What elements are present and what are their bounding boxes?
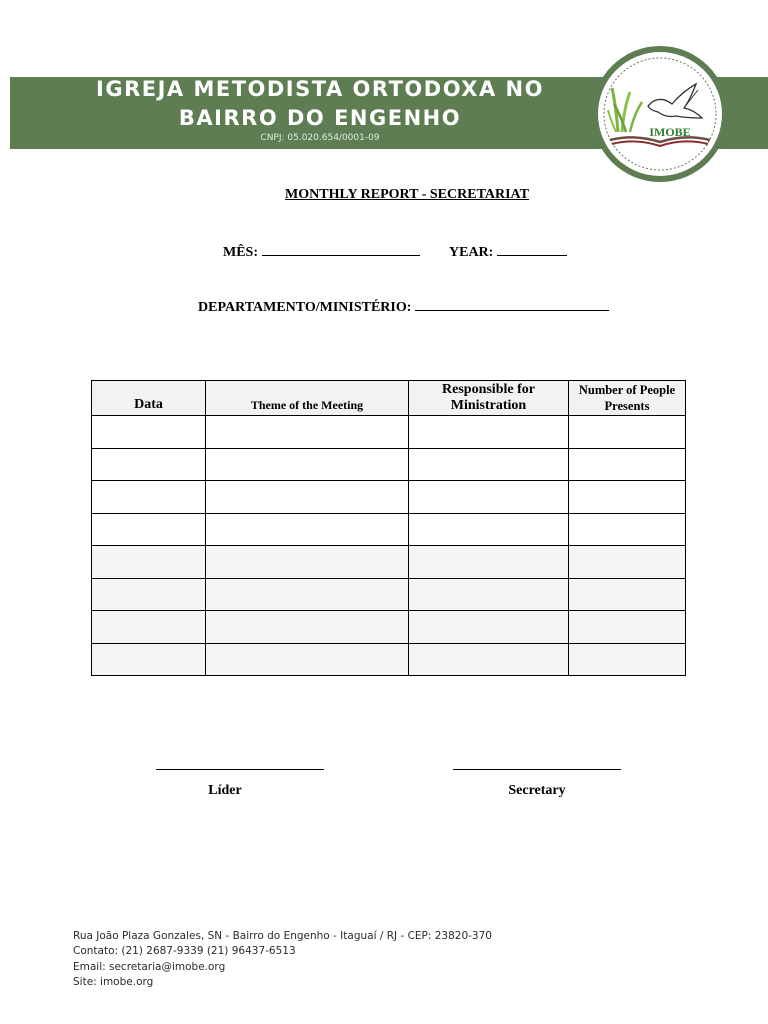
table-cell[interactable] — [92, 546, 206, 579]
table-cell[interactable] — [92, 578, 206, 611]
table-row — [92, 416, 686, 449]
table-cell[interactable] — [206, 481, 409, 514]
table-row — [92, 448, 686, 481]
department-field — [198, 297, 609, 316]
year-blank[interactable] — [497, 242, 567, 256]
department-blank[interactable] — [415, 297, 609, 311]
header-data: Data — [92, 381, 206, 416]
table-row — [92, 611, 686, 644]
table-row — [92, 578, 686, 611]
header-theme: Theme of the Meeting — [206, 381, 409, 416]
footer-address: Rua João Plaza Gonzales, SN - Bairro do Engenho - Itaguaí / RJ - CEP: 23820-370 — [73, 930, 492, 942]
table-cell[interactable] — [569, 546, 686, 579]
table-cell[interactable] — [409, 578, 569, 611]
table-cell[interactable] — [409, 546, 569, 579]
table-cell[interactable] — [206, 611, 409, 644]
org-name-line2: BAIRRO DO ENGENHO — [178, 106, 462, 130]
table-cell[interactable] — [92, 611, 206, 644]
table-cell[interactable] — [569, 481, 686, 514]
table-cell[interactable] — [409, 513, 569, 546]
table-cell[interactable] — [409, 611, 569, 644]
table-cell[interactable] — [569, 416, 686, 449]
table-row — [92, 546, 686, 579]
leader-label: Líder — [208, 783, 242, 798]
table-cell[interactable] — [206, 546, 409, 579]
table-cell[interactable] — [569, 611, 686, 644]
month-field — [223, 242, 420, 261]
logo-text: IMOBE — [649, 125, 691, 139]
cnpj-text: CNPJ: 05.020.654/0001-09 — [260, 133, 380, 143]
table-cell[interactable] — [569, 513, 686, 546]
footer-site: Site: imobe.org — [73, 976, 154, 988]
leader-signature-line[interactable] — [156, 769, 324, 770]
table-cell[interactable] — [569, 448, 686, 481]
header-people: Number of People Presents — [569, 381, 686, 416]
table-row — [92, 643, 686, 676]
table-cell[interactable] — [409, 481, 569, 514]
table-cell[interactable] — [206, 448, 409, 481]
table-cell[interactable] — [92, 643, 206, 676]
month-blank[interactable] — [262, 242, 420, 256]
secretary-label: Secretary — [508, 783, 566, 798]
footer-email: Email: secretaria@imobe.org — [73, 961, 226, 973]
table-cell[interactable] — [92, 448, 206, 481]
table-cell[interactable] — [206, 578, 409, 611]
header-responsible: Responsible for Ministration — [409, 381, 569, 416]
footer-contact: Contato: (21) 2687-9339 (21) 96437-6513 — [73, 945, 296, 957]
year-label: YEAR: — [449, 245, 494, 260]
table-cell[interactable] — [92, 513, 206, 546]
table-cell[interactable] — [409, 416, 569, 449]
table-cell[interactable] — [206, 643, 409, 676]
report-table-wrap — [91, 380, 686, 676]
secretary-signature-line[interactable] — [453, 769, 621, 770]
report-table — [91, 380, 686, 676]
department-label: DEPARTAMENTO/MINISTÉRIO: — [198, 300, 412, 315]
church-logo — [590, 44, 730, 184]
month-label: MÊS: — [223, 245, 258, 260]
table-cell[interactable] — [569, 578, 686, 611]
table-row — [92, 513, 686, 546]
org-name-line1: IGREJA METODISTA ORTODOXA NO — [96, 77, 544, 101]
table-cell[interactable] — [569, 643, 686, 676]
year-field — [449, 242, 567, 261]
table-cell[interactable] — [206, 416, 409, 449]
report-title: MONTHLY REPORT - SECRETARIAT — [285, 187, 529, 202]
table-header-row — [92, 381, 686, 416]
table-cell[interactable] — [206, 513, 409, 546]
table-cell[interactable] — [92, 481, 206, 514]
table-cell[interactable] — [409, 448, 569, 481]
table-row — [92, 481, 686, 514]
table-cell[interactable] — [409, 643, 569, 676]
table-cell[interactable] — [92, 416, 206, 449]
